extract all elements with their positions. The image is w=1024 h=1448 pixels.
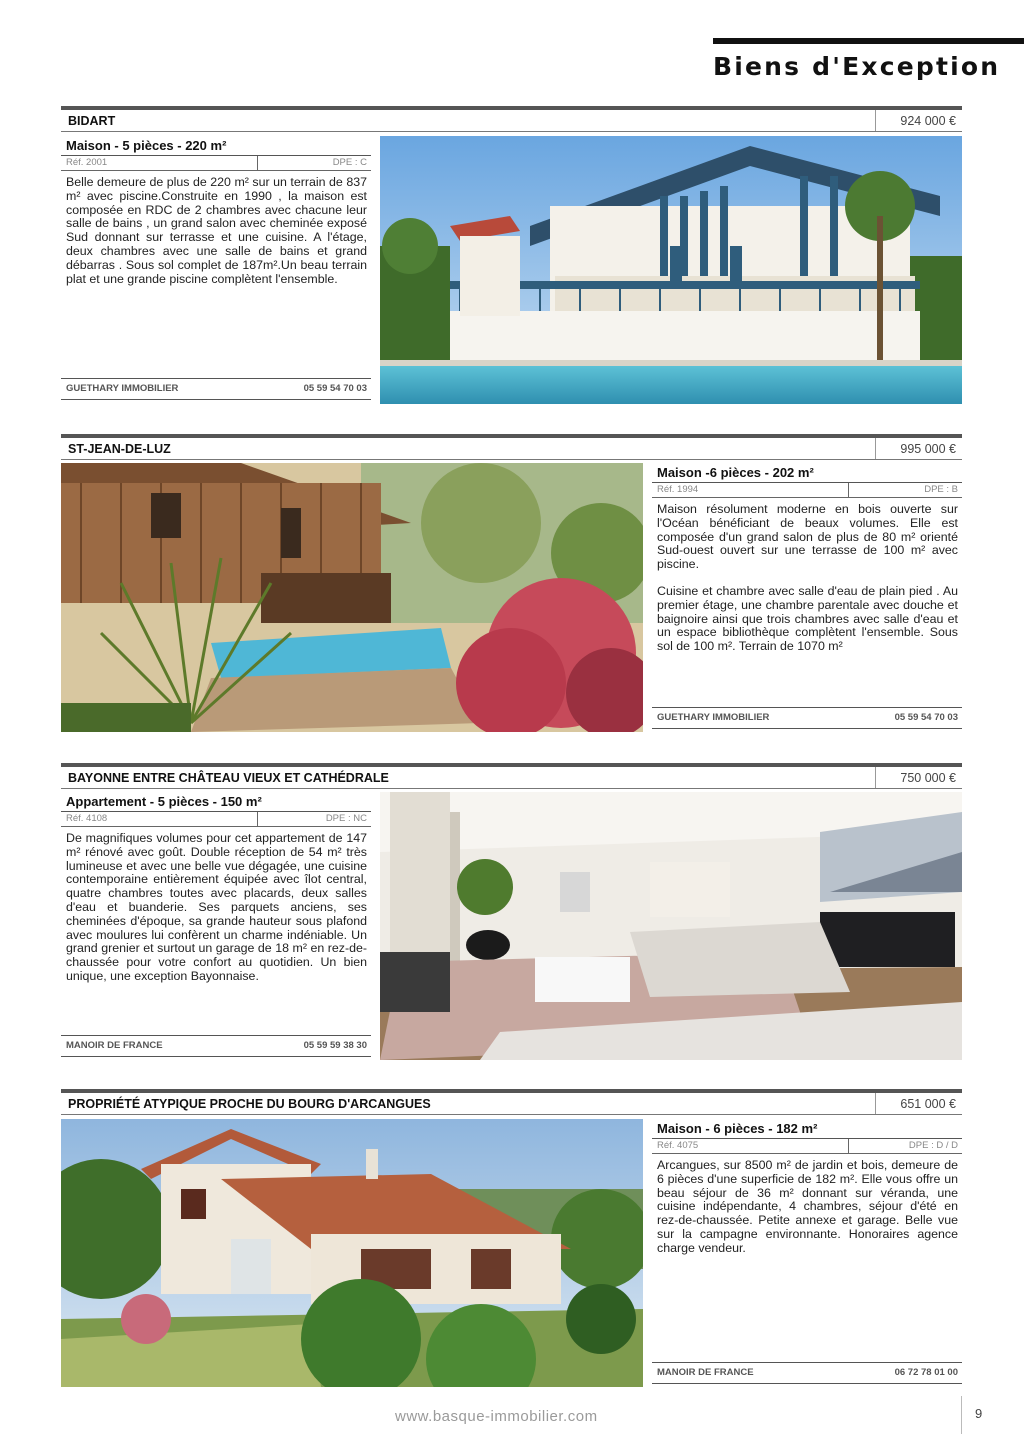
- reference-number: Réf. 4108: [66, 813, 108, 824]
- listing-header: [61, 434, 962, 460]
- website-link[interactable]: www.basque-immobilier.com: [395, 1408, 598, 1425]
- energy-rating: DPE : C: [257, 156, 371, 171]
- agency-contact: [652, 1362, 962, 1384]
- agency-contact: [61, 1035, 371, 1057]
- property-description: [652, 1154, 962, 1256]
- listing-details: [652, 1119, 962, 1387]
- description-paragraph: Belle demeure de plus de 220 m² sur un terrain de 837 m² avec piscine.Construite en 1990 , la maison est composée en RDC de 2 chambres avec chacune leur salle de bains , un grand salon avec cheminée exposé Sud donnant sur terrasse et une cuisine. A l'étage, deux chambres avec une salle de bains et grand débarras . Sous sol complet de 187m².Un beau terrain plat et une grande piscine complètent l'ensemble.: [66, 175, 367, 286]
- listing-price: 924 000 €: [875, 110, 962, 131]
- listing-location: BIDART: [68, 114, 116, 128]
- agency-phone: 06 72 78 01 00: [894, 1367, 958, 1378]
- agency-name: MANOIR DE FRANCE: [657, 1367, 754, 1378]
- page-number: 9: [975, 1406, 983, 1421]
- property-photo: [61, 1119, 643, 1387]
- property-description: [61, 827, 371, 984]
- property-title: Appartement - 5 pièces - 150 m²: [61, 792, 371, 812]
- page-title: Biens d'Exception: [713, 52, 1001, 81]
- listing-location: PROPRIÉTÉ ATYPIQUE PROCHE DU BOURG D'ARCANGUES: [68, 1097, 431, 1111]
- energy-rating: DPE : NC: [257, 812, 371, 827]
- property-photo: [380, 136, 962, 404]
- reference-row: [652, 483, 962, 498]
- agency-name: GUETHARY IMMOBILIER: [657, 712, 770, 723]
- listing-header: [61, 763, 962, 789]
- listing-bidart: [61, 106, 962, 404]
- property-title: Maison - 6 pièces - 182 m²: [652, 1119, 962, 1139]
- listing-price: 750 000 €: [875, 767, 962, 788]
- energy-rating: DPE : D / D: [848, 1139, 962, 1154]
- property-title: Maison - 5 pièces - 220 m²: [61, 136, 371, 156]
- property-description: [61, 171, 371, 286]
- agency-name: GUETHARY IMMOBILIER: [66, 383, 179, 394]
- agency-name: MANOIR DE FRANCE: [66, 1040, 163, 1051]
- listing-location: ST-JEAN-DE-LUZ: [68, 442, 171, 456]
- description-paragraph: De magnifiques volumes pour cet appartement de 147 m² rénové avec goût. Double réception de 54 m² très lumineuse et avec une belle vue dégagée, une cuisine contemporaine entièrement équipée avec îlot central, quatre chambres toutes avec placards, deux salles d'eau et buanderie. Ses parquets anciens, ses cheminées d'époque, sa grande hauteur sous plafond avec moulures lui confèrent un charme indéniable. Un grand grenier et surtout un garage de 18 m² en rez-de-chaussée pour votre confort au quotidien. Un bien unique, une exception Bayonnaise.: [66, 831, 367, 983]
- property-description: [652, 498, 962, 654]
- property-title: Maison -6 pièces - 202 m²: [652, 463, 962, 483]
- listing-location: BAYONNE ENTRE CHÂTEAU VIEUX ET CATHÉDRALE: [68, 771, 389, 785]
- listing-details: [61, 136, 371, 402]
- listing-price: 995 000 €: [875, 438, 962, 459]
- reference-row: [61, 156, 371, 171]
- agency-contact: [61, 378, 371, 400]
- listing-details: [652, 463, 962, 732]
- agency-phone: 05 59 54 70 03: [303, 383, 367, 394]
- property-photo: [380, 792, 962, 1060]
- energy-rating: DPE : B: [848, 483, 962, 498]
- listing-price: 651 000 €: [875, 1093, 962, 1114]
- header-rule: [713, 38, 1024, 44]
- agency-contact: [652, 707, 962, 729]
- listing-bayonne: [61, 763, 962, 1061]
- description-paragraph: Cuisine et chambre avec salle d'eau de plain pied . Au premier étage, une chambre parentale avec douche et baignoire ainsi que trois chambres avec salle d'eau et un espace bibliothèque complètent l'ensemble. Sous sol de 100 m². Terrain de 1070 m²: [657, 583, 958, 654]
- listing-details: [61, 792, 371, 1060]
- reference-number: Réf. 1994: [657, 484, 699, 495]
- description-paragraph: Arcangues, sur 8500 m² de jardin et bois, demeure de 6 pièces d'une superficie de 182 m². Elle vous offre un beau séjour de 36 m² donnant sur véranda, une cuisine indépendante, 4 chambres, séjour d'été en rez-de-chaussée. Petite annexe et garage. Belle vue sur la campagne environnante. Honoraires agence charge vendeur.: [657, 1158, 958, 1255]
- listing-header: [61, 1089, 962, 1115]
- reference-number: Réf. 2001: [66, 157, 108, 168]
- reference-number: Réf. 4075: [657, 1140, 699, 1151]
- reference-row: [61, 812, 371, 827]
- listing-st-jean-de-luz: [61, 434, 962, 732]
- description-paragraph: Maison résolument moderne en bois ouverte sur l'Océan bénéficiant de beaux volumes. Elle est composée d'un grand salon de plus de 80 m² orienté Sud-ouest ouvert sur une terrasse de 100 m² avec piscine.: [657, 502, 958, 572]
- property-photo: [61, 463, 643, 732]
- agency-phone: 05 59 59 38 30: [303, 1040, 367, 1051]
- listing-arcangues: [61, 1089, 962, 1387]
- agency-phone: 05 59 54 70 03: [894, 712, 958, 723]
- listing-header: [61, 106, 962, 132]
- reference-row: [652, 1139, 962, 1154]
